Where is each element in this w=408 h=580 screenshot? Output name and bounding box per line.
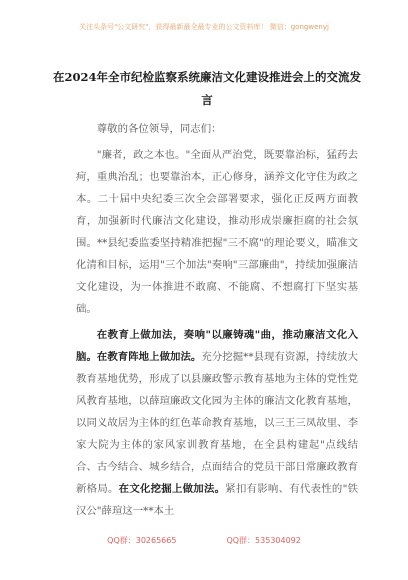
qq-group-1: QQ群：30265665	[107, 536, 177, 545]
paragraph-2-heading: 在教育上做加法，奏响"以廉铸魂"曲，推动廉洁文化入脑。在教育阵地上做加法。	[76, 329, 358, 363]
qq-group-2: QQ群：535304092	[226, 536, 301, 545]
paragraph-1: "廉者，政之本也。"全面从严治党，既要靠治标，猛药去疴，重典治乱；也要靠治本，正心修身，涵养文化守住为政之本。二十届中央纪委三次全会部署要求，强化正反两方面教育，加强新时代廉洁文化建设，推动形成崇廉拒腐的社会氛围。**县纪委监委坚持精准把握"三不腐"的理论要义，瞄准文化清和目标，运用"三个加法"奏响"三部廉曲"，持续加强廉洁文化建设，为一体推进不敢腐、不能腐、不想腐打下坚实基础。	[76, 149, 358, 315]
header-promo-note: 关注头条号"公文研究"，获得最新最全最专业的公文资料库！ 微信：gongwenyj	[79, 23, 329, 31]
footer-qq-groups	[0, 535, 408, 546]
paragraph-2	[76, 324, 358, 522]
document-body	[76, 118, 358, 526]
paragraph-2-text-2: 紧扣有影响、有代表性的"铁汉公"薛瑄这一**本土	[76, 483, 359, 517]
paragraph-2-text: 充分挖掘**县现有资源，持续放大教育基地优势，形成了以县廉政警示教育基地为主体的党性党风教育基地，以薛瑄廉政文化园为主体的廉洁文化教育基地，以同义故居为主体的红色革命教育基地，以三王三凤故里、李家大院为主体的家风家训教育基地，在全县构建起"点线结合、古今结合、城乡结合，点面结合的党员干部日常廉政教育新格局。	[76, 351, 358, 495]
salutation: 尊敬的各位领导，同志们：	[96, 123, 222, 135]
paragraph-2-heading-2: 在文化挖掘上做加法。	[118, 483, 226, 495]
document-title: 在2024年全市纪检监察系统廉洁文化建设推进会上的交流发言	[52, 70, 361, 107]
